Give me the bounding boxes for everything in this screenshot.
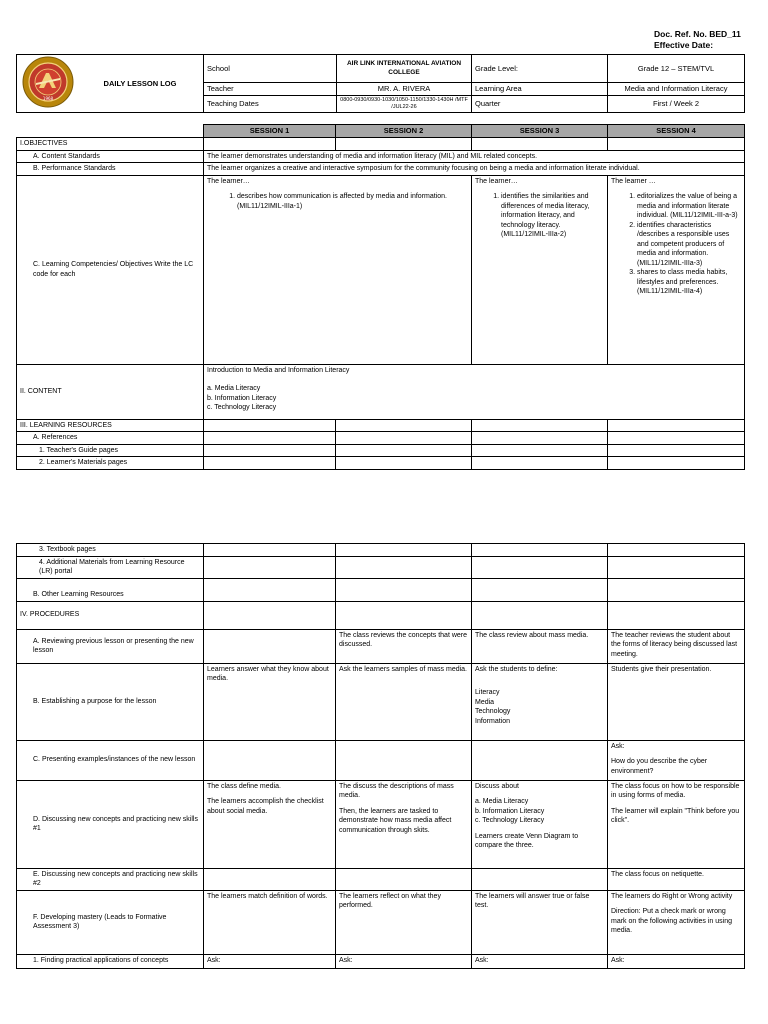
procedure-d-s3-list: a. Media Literacy b. Information Literacy c. Technology Literacy: [475, 798, 545, 824]
quarter-label: Quarter: [472, 96, 608, 113]
procedure-d-s1-a: The class define media.: [207, 782, 281, 790]
effective-date: Effective Date:: [654, 40, 714, 50]
comp-s4-intro: The learner …: [611, 177, 656, 185]
objectives-heading: I.OBJECTIVES: [17, 138, 204, 151]
content-title: Introduction to Media and Information Literacy: [207, 366, 350, 374]
session-4-header: SESSION 4: [608, 125, 745, 138]
procedure-d-session-2: [336, 780, 472, 868]
procedure-c-session-4: [608, 740, 745, 780]
procedure-g-session-2: Ask:: [336, 954, 472, 968]
content-standards-text: The learner demonstrates understanding of media and information literacy (MIL) and MIL related concepts.: [204, 150, 745, 163]
competencies-session-1-2: [204, 175, 472, 364]
competencies-session-3: [472, 175, 608, 364]
procedure-f-s4-b: Direction: Put a check mark or wrong mark on the following activities in using media.: [611, 908, 733, 934]
header-table: [16, 54, 745, 113]
grade-label: Grade Level:: [472, 55, 608, 83]
procedure-f-session-3: The learners will answer true or false test.: [472, 890, 608, 954]
session-header-blank: [17, 125, 204, 138]
seal-graphic: [22, 56, 74, 108]
procedure-d-s2-b: Then, the learners are tasked to demonstrate how mass media affect communication through skits.: [339, 807, 452, 834]
comp-s4-item-1: 1. editorializes the value of being a media and information literate individual. (MIL11/12IMIL-III-a-3): [637, 192, 741, 221]
procedure-d-session-1: [204, 780, 336, 868]
comp-s1-list: [207, 192, 468, 211]
performance-standards-label: B. Performance Standards: [17, 163, 204, 176]
textbook-label: 3. Textbook pages: [17, 544, 204, 557]
comp-s1-intro: The learner…: [207, 177, 250, 185]
other-resources-label: B. Other Learning Resources: [17, 578, 204, 601]
dates-value: 0800-0930/0930-1030/1050-1150/1330-1430H /MTF /JUL22-26: [337, 96, 472, 113]
content-heading: II. CONTENT: [17, 364, 204, 419]
procedure-e-label: E. Discussing new concepts and practicing new skills #2: [17, 868, 204, 890]
procedure-f-session-2: The learners reflect on what they performed.: [336, 890, 472, 954]
area-label: Learning Area: [472, 83, 608, 96]
comp-s4-item-2: 2. identifies characteristics /describes a responsible uses and competent producers of media and information. (MIL11/12IMIL-IIIa-3): [637, 221, 741, 269]
procedure-c-question: How do you describe the cyber environment?: [611, 758, 708, 775]
procedure-d-session-4: [608, 780, 745, 868]
procedure-d-s3-b: Learners create Venn Diagram to compare the three.: [475, 832, 579, 849]
school-seal-icon: [17, 56, 77, 111]
school-value: AIR LINK INTERNATIONAL AVIATION COLLEGE: [337, 55, 472, 83]
procedure-d-s3-a: Discuss about: [475, 782, 519, 790]
header-logo-title-cell: [17, 55, 204, 113]
procedure-a-label: A. Reviewing previous lesson or presenting the new lesson: [17, 629, 204, 663]
dates-label: Teaching Dates: [204, 96, 337, 113]
procedure-f-s4-a: The learners do Right or Wrong activity: [611, 892, 733, 900]
session-3-header: SESSION 3: [472, 125, 608, 138]
content-item-media: a. Media Literacy: [207, 385, 261, 392]
procedure-g-session-4: Ask:: [608, 954, 745, 968]
comp-s3-intro: The learner…: [475, 177, 518, 185]
procedure-b-session-4: Students give their presentation.: [608, 663, 745, 740]
procedure-c-ask: Ask:: [611, 742, 625, 750]
page-title: DAILY LESSON LOG: [103, 78, 177, 88]
competencies-label: C. Learning Competencies/ Objectives Write the LC code for each: [17, 175, 204, 364]
comp-s3-item: 1. identifies the similarities and differences of media literacy, information literacy, and technology literacy. (MIL11/12IMIL-IIIa-2): [501, 192, 604, 240]
procedure-d-s1-b: The learners accomplish the checklist about social media.: [207, 798, 324, 815]
lesson-table-page-1: [16, 124, 745, 470]
quarter-value: First / Week 2: [608, 96, 745, 113]
comp-s3-list: [475, 192, 604, 240]
content-item-information: b. Information Literacy: [207, 394, 277, 402]
procedure-g-session-1: Ask:: [204, 954, 336, 968]
teacher-label: Teacher: [204, 83, 337, 96]
procedure-d-s4-b: The learner will explain "Think before you click".: [611, 807, 740, 824]
procedure-g-label: 1. Finding practical applications of concepts: [17, 954, 204, 968]
teachers-guide-label: 1. Teacher's Guide pages: [17, 444, 204, 457]
procedure-b-session-3: [472, 663, 608, 740]
procedure-b-s3-terms: Literacy Media Technology Information: [475, 689, 511, 725]
content-standards-label: A. Content Standards: [17, 150, 204, 163]
procedure-b-session-1: Learners answer what they know about media.: [204, 663, 336, 740]
session-1-header: SESSION 1: [204, 125, 336, 138]
procedure-d-s2-a: The discuss the descriptions of mass media.: [339, 782, 454, 799]
content-item-technology: c. Technology Literacy: [207, 404, 277, 411]
procedure-d-label: D. Discussing new concepts and practicing new skills #1: [17, 780, 204, 868]
school-label: School: [204, 55, 337, 83]
procedure-d-session-3: [472, 780, 608, 868]
procedure-a-session-4: The teacher reviews the student about the forms of literacy being discussed last meeting.: [608, 629, 745, 663]
area-value: Media and Information Literacy: [608, 83, 745, 96]
learners-materials-label: 2. Learner's Materials pages: [17, 457, 204, 470]
procedure-a-session-3: The class review about mass media.: [472, 629, 608, 663]
additional-materials-label: 4. Additional Materials from Learning Resource (LR) portal: [17, 556, 204, 578]
procedure-b-label: B. Establishing a purpose for the lesson: [17, 663, 204, 740]
references-label: A. References: [17, 432, 204, 445]
procedure-a-session-2: The class reviews the concepts that were discussed.: [336, 629, 472, 663]
procedure-b-session-2: Ask the learners samples of mass media.: [336, 663, 472, 740]
procedure-f-label: F. Developing mastery (Leads to Formative Assessment 3): [17, 890, 204, 954]
doc-ref-number: Doc. Ref. No. BED_11: [654, 29, 741, 39]
lesson-table-page-2: [16, 543, 745, 969]
resources-heading: III. LEARNING RESOURCES: [17, 419, 204, 432]
performance-standards-text: The learner organizes a creative and interactive symposium for the community focusing on being a media and information literate individual.: [204, 163, 745, 176]
competencies-session-4: [608, 175, 745, 364]
comp-s4-item-3: 3. shares to class media habits, lifestyles and preferences. (MIL11/12IMIL-IIIa-4): [637, 268, 741, 297]
teacher-value: MR. A. RIVERA: [337, 83, 472, 96]
comp-s4-list: [611, 192, 741, 297]
session-2-header: SESSION 2: [336, 125, 472, 138]
procedure-f-session-1: The learners match definition of words.: [204, 890, 336, 954]
procedures-heading: IV. PROCEDURES: [17, 601, 204, 629]
comp-s1-item: 1. describes how communication is affected by media and information. (MIL11/12IMIL-IIIa-1): [237, 192, 468, 211]
document-reference: [654, 29, 741, 51]
grade-value: Grade 12 – STEM/TVL: [608, 55, 745, 83]
procedure-d-s4-a: The class focus on how to be responsible in using forms of media.: [611, 782, 740, 799]
procedure-e-session-4: The class focus on netiquette.: [608, 868, 745, 890]
procedure-b-s3-intro: Ask the students to define:: [475, 665, 558, 673]
procedure-g-session-3: Ask:: [472, 954, 608, 968]
content-body: [204, 364, 745, 419]
procedure-f-session-4: [608, 890, 745, 954]
procedure-c-label: C. Presenting examples/instances of the new lesson: [17, 740, 204, 780]
svg-text:1968: 1968: [42, 96, 54, 102]
